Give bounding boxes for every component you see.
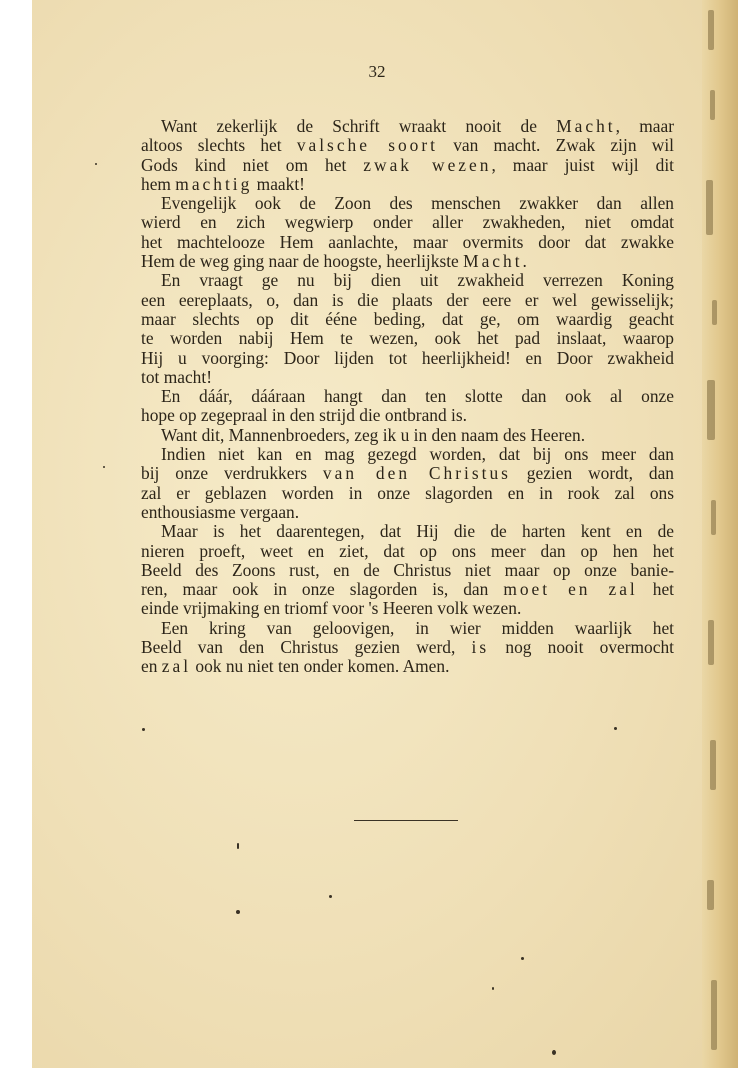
paper-speck [521, 957, 524, 960]
paragraph [141, 194, 674, 271]
text-run: altoos slechts het [141, 135, 297, 156]
text-run: enthousiasme vergaan. [141, 501, 300, 522]
text-line [141, 368, 674, 387]
text-line [141, 233, 674, 252]
text-run: van macht. Zwak zijn wil [437, 135, 674, 156]
paragraph [141, 426, 674, 445]
text-line [141, 271, 674, 290]
text-run: Maar is het daarentegen, dat Hij die de harten kent en de [161, 521, 674, 542]
text-run: Beeld van den Christus gezien werd, [141, 637, 472, 658]
section-rule [354, 820, 458, 821]
text-line [141, 329, 674, 348]
text-line [141, 484, 674, 503]
text-line [141, 406, 674, 425]
page-number: 32 [368, 62, 386, 81]
spaced-emphasis: valsche soort [296, 135, 438, 156]
text-run: En vraagt ge nu bij dien uit zwakheid verrezen Koning [161, 270, 674, 291]
text-run: Indien niet kan en mag gezegd worden, dat bij ons meer dan [161, 444, 674, 465]
spaced-emphasis: Macht [556, 116, 616, 136]
text-run: Hij u voorging: Door lijden tot heerlijkheid! en Door zwakheid [141, 347, 674, 368]
text-line [141, 175, 674, 194]
paper-speck [492, 987, 494, 990]
text-line [141, 136, 674, 155]
paragraph [141, 387, 674, 426]
paper-speck [552, 1050, 556, 1055]
text-run: einde vrijmaking en triomf voor 's Heeren volk wezen. [141, 598, 522, 619]
text-line [141, 599, 674, 618]
paper-speck [614, 727, 617, 730]
text-line [141, 349, 674, 368]
text-line [141, 117, 674, 136]
text-line [141, 213, 674, 232]
text-run: zal er geblazen worden in onze slagorden en in rook zal ons [141, 482, 674, 503]
text-run: En dáár, dááraan hangt dan ten slotte dan ook al onze [161, 386, 674, 407]
text-line [141, 522, 674, 541]
text-line [141, 503, 674, 522]
text-line [141, 387, 674, 406]
text-run: hope op zegepraal in den strijd die ontbrand is. [141, 405, 467, 426]
text-run: ren, maar ook in onze slagorden is, dan [141, 579, 504, 600]
page-edge [702, 0, 738, 1068]
text-run: ook nu niet ten onder komen. Amen. [191, 656, 450, 677]
text-run: te worden nabij Hem te wezen, ook het pad inslaat, waarop [141, 328, 674, 349]
spaced-emphasis: is [471, 637, 490, 658]
text-run: nog nooit overmocht [489, 637, 675, 658]
text-line [141, 638, 674, 657]
text-line [141, 580, 674, 599]
text-run: Want zekerlijk de Schrift wraakt nooit de [161, 116, 557, 136]
paper-speck [142, 728, 145, 731]
text-line [141, 445, 674, 464]
text-run: het machtelooze Hem aanlachte, maar overmits door dat zwakke [141, 231, 674, 252]
text-run: Evengelijk ook de Zoon des menschen zwakker dan allen [161, 193, 674, 214]
text-run: het [637, 579, 674, 600]
text-run: Een kring van geloovigen, in wier midden waarlijk het [161, 617, 674, 638]
text-run: Want dit, Mannenbroeders, zeg ik u in den naam des Heeren. [161, 424, 586, 445]
spaced-emphasis: Macht [463, 251, 523, 272]
spaced-emphasis: van den Christus [322, 463, 511, 484]
paper-speck [103, 466, 105, 468]
paragraph [141, 117, 674, 194]
text-line [141, 426, 674, 445]
paper-speck [236, 910, 240, 914]
text-run: Gods kind niet om het [141, 154, 364, 175]
spaced-emphasis: zal [161, 656, 192, 677]
spaced-emphasis: machtig [175, 173, 253, 194]
text-run: nieren proeft, weet en ziet, dat op ons meer dan op hen het [141, 540, 674, 561]
text-run: , maar [615, 116, 674, 136]
text-line [141, 561, 674, 580]
paragraph [141, 619, 674, 677]
text-run: Hem de weg ging naar de hoogste, heerlijkste [141, 251, 464, 272]
text-run: bij onze verdrukkers [141, 463, 323, 484]
paper-speck [237, 843, 239, 849]
body-text [141, 117, 674, 677]
spaced-emphasis: moet en zal [503, 579, 638, 600]
text-line [141, 657, 674, 676]
text-line [141, 156, 674, 175]
paragraph [141, 522, 674, 618]
book-page [32, 0, 702, 1068]
spaced-emphasis: zwak wezen [363, 154, 492, 175]
text-run: maar slechts op dit ééne beding, dat ge, om waardig geacht [141, 308, 674, 329]
text-line [141, 291, 674, 310]
text-run: , maar juist wijl dit [491, 154, 675, 175]
paragraph [141, 271, 674, 387]
text-line [141, 310, 674, 329]
text-line [141, 464, 674, 483]
text-run: een eereplaats, o, dan is die plaats der eere er wel gewisselijk; [141, 289, 674, 310]
text-line [141, 542, 674, 561]
text-run: wierd en zich wegwierp onder aller zwakheden, niet omdat [141, 212, 674, 233]
text-run: Beeld des Zoons rust, en de Christus niet maar op onze banie- [141, 559, 674, 580]
text-line [141, 252, 674, 271]
paragraph [141, 445, 674, 522]
text-run: tot macht! [141, 366, 212, 387]
text-line [141, 194, 674, 213]
text-run: en [141, 656, 162, 677]
paper-speck [329, 895, 332, 898]
paper-speck [95, 163, 97, 165]
text-run: maakt! [252, 173, 305, 194]
text-run: . [522, 251, 527, 272]
text-line [141, 619, 674, 638]
text-run: hem [141, 173, 176, 194]
text-run: gezien wordt, dan [510, 463, 674, 484]
